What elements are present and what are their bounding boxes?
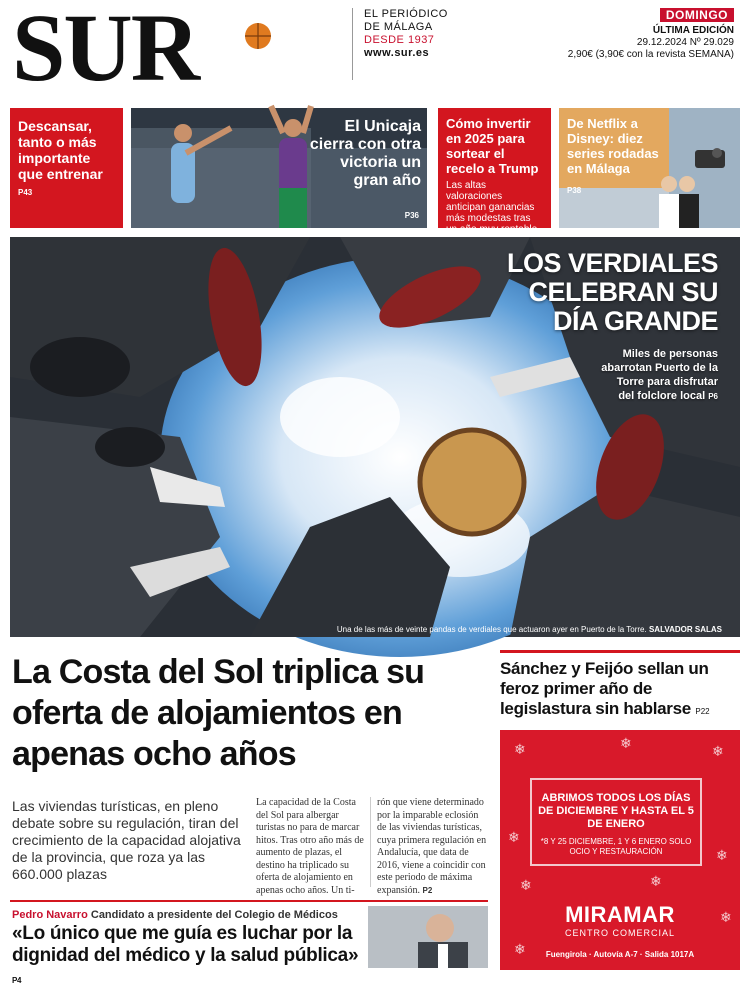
interview-kicker (12, 909, 338, 921)
interview-story[interactable] (10, 900, 488, 985)
snowflake-icon: ❄ (514, 941, 526, 957)
page-ref: P43 (18, 188, 33, 197)
photo-headline-line: CELEBRAN SU (528, 277, 718, 307)
portrait-graphic (368, 906, 488, 968)
snowflake-icon: ❄ (720, 909, 732, 925)
interviewee-name: Pedro Navarro (12, 909, 88, 921)
photo-headline-line: LOS VERDIALES (506, 248, 718, 278)
teaser-subhead-text: Las altas valoraciones anticipan ganancias más modestas tras un año muy rentable (446, 180, 538, 235)
ad-brand: MIRAMAR (565, 902, 675, 927)
sur-logo[interactable] (12, 0, 342, 101)
edition-info (568, 8, 734, 61)
masthead-info (364, 8, 448, 60)
lead-body-col-1: La capacidad de la Costa del Sol para albergar turistas no para de marcar hitos. Tras otro año más de aumento de plazas, el destino ha triplicado su oferta de alojamiento en apenas ocho años. Un ti- (256, 797, 364, 896)
lead-subhead: Las viviendas turísticas, en pleno debate sobre su regulación, tiran del crecimiento de la capacidad alojativa de la provincia, que roza ya las 660.000 plazas (12, 798, 241, 882)
lead-body-text: rón que viene determinado por la imparable eclosión de las viviendas turísticas, cuya primera regulación en Andalucía, que data de 2016, viene a coincidir con este periodo de máxima expansión. (377, 797, 487, 896)
tagline-1: EL PERIÓDICO (364, 8, 448, 20)
caption-text: Una de las más de veinte pandas de verdiales que actuaron ayer en Puerto de la Torre. (336, 625, 647, 634)
masthead-divider (352, 8, 353, 80)
since-year: DESDE 1937 (364, 34, 435, 46)
price: 2,90€ (3,90€ con la revista SEMANA) (567, 49, 734, 60)
teaser-headline: De Netflix a Disney: diez series rodadas en Málaga (567, 116, 659, 176)
politics-story[interactable] (500, 650, 740, 719)
miramar-ad[interactable] (500, 730, 740, 970)
snowflake-icon: ❄ (650, 873, 662, 889)
ad-address: Fuengirola · Autovía A-7 · Salida 1017A (545, 950, 695, 959)
photo-subhead (598, 347, 718, 404)
teaser-headline: Descansar, tanto o más importante que entrenar (18, 118, 103, 182)
page-ref: P36 (404, 211, 419, 220)
interviewee-role: Candidato a presidente del Colegio de Médicos (90, 909, 338, 921)
teaser-series[interactable] (559, 108, 740, 228)
teaser-rest[interactable] (10, 108, 123, 228)
teaser-unicaja[interactable] (131, 108, 427, 228)
ad-headline: ABRIMOS TODOS LOS DÍAS DE DICIEMBRE Y HASTA EL 5 DE ENERO (538, 792, 694, 830)
snowflake-icon: ❄ (514, 741, 526, 757)
photo-headline-line: DÍA GRANDE (552, 306, 718, 336)
photo-caption (10, 625, 730, 634)
snowflake-icon: ❄ (508, 829, 520, 845)
column-divider (370, 797, 371, 887)
day-badge: DOMINGO (660, 8, 734, 22)
page-ref: P2 (422, 885, 433, 895)
ad-footnote: *8 Y 25 DICIEMBRE, 1 Y 6 ENERO SOLO OCIO Y RESTAURACIÓN (540, 837, 692, 856)
interview-quote (12, 923, 362, 992)
edition-label: ÚLTIMA EDICIÓN (652, 25, 734, 36)
photo-credit: SALVADOR SALAS (648, 625, 722, 634)
teaser-invest[interactable] (438, 108, 551, 235)
snowflake-icon: ❄ (520, 877, 532, 893)
svg-text:SUR: SUR (12, 0, 199, 101)
date-issue: 29.12.2024 Nº 29.029 (636, 37, 734, 48)
politics-headline: Sánchez y Feijóo sellan un feroz primer año de legislastura sin hablarse (500, 659, 709, 718)
masthead (0, 0, 750, 100)
snowflake-icon: ❄ (620, 735, 632, 751)
ad-message-box (530, 778, 702, 866)
sur-logo-graphic (12, 0, 342, 101)
lead-headline[interactable]: La Costa del Sol triplica su oferta de alojamientos en apenas ocho años (12, 653, 425, 773)
page-ref: P4 (12, 976, 22, 985)
teaser-headline: El Unicaja cierra con otra victoria un gran año (309, 118, 421, 189)
quote-text: «Lo único que me guía es luchar por la dignidad del médico y la salud pública» (12, 923, 359, 966)
snowflake-icon: ❄ (716, 847, 728, 863)
lead-body-col-2 (377, 797, 489, 897)
page-ref: P6 (708, 392, 718, 401)
main-photo[interactable] (10, 237, 740, 637)
tagline-2: DE MÁLAGA (364, 21, 433, 33)
teaser-headline: Cómo invertir en 2025 para sortear el recelo a Trump (446, 116, 539, 176)
snowflake-icon: ❄ (712, 743, 724, 759)
interviewee-photo (368, 906, 488, 968)
page-ref: P22 (695, 707, 710, 716)
ad-brand-sub: CENTRO COMERCIAL (564, 928, 675, 938)
photo-subhead-text: Miles de personas abarrotan Puerto de la Torre para disfrutar del folclore local (601, 348, 718, 402)
photo-headline (507, 249, 718, 336)
website-link[interactable]: www.sur.es (364, 47, 430, 59)
page-ref: P38 (567, 186, 582, 195)
